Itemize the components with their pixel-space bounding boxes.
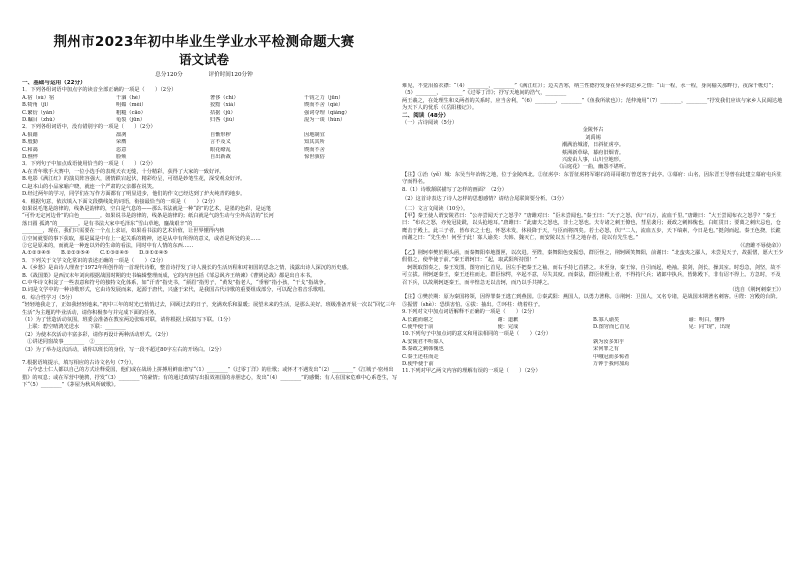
question-text: （《唐雎不辱使命》） — [737, 242, 784, 249]
option-row — [402, 354, 784, 361]
option-row — [402, 346, 784, 353]
question-text: ①讲述同窗故事________ ②________ — [22, 339, 116, 346]
option-cell: 万钟于我何加焉 — [593, 361, 630, 368]
question-text: ①空间就要的事下获取，那是属是中有上一起关系的精神，还是从中有所得的意义，或者是所处的美…… — [22, 235, 261, 242]
question-text: （2）这首诗表达了诗人怎样的思想感情？请结合尾联简要分析。（3分） — [402, 196, 567, 203]
question-text: 如果说毛笔是韵律的，线条是韵律的，空白是气息的——那么书法就是一种“韵”的艺术，是墨的色彩，是运笔 — [22, 205, 272, 212]
exam-subtitle: 语文试卷 — [178, 52, 229, 67]
question-text: （1）为了营造活动氛围，班委会准备在教室两边张贴对联，请你根据上联拟写下联。（1分） — [22, 317, 234, 323]
option-cell: 混为一谈（hùn） — [304, 117, 346, 124]
question-text: 轲既取图奏之，秦王发图，图穷而匕首见。因左手把秦王之袖，而右手持匕首揕之。未至身，秦王惊，自引而起，绝袖。拔剑，剑长，操其室。时恐急，剑坚，故不可立拔。荆轲逐秦王，秦王还柱而走。群臣惊愕，卒起不意，尽失其度。而秦法，群臣侍殿上者，不得持尺兵；诸郎中执兵，皆陈殿下，非有诏不得上。方急时，不及召下兵，以故荆轲逐秦王，而卒惶急无以击轲，而乃以手共搏之。 — [402, 264, 781, 286]
poem-line: 刘禹锡 — [585, 134, 601, 141]
question-text: 5．下列关于文学文化常识的表述正确的一项是（ ）（2分） — [22, 257, 167, 264]
question-text: D.经过两年的学习，同学们在写作方面都有了明显进步，他们的作文已经达到了炉火纯青的地步。 — [22, 191, 246, 198]
option-cell: B.寡人谕矣 — [593, 316, 620, 323]
exam-title: 荆州市2023年初中毕业生学业水平检测命题大赛 — [53, 34, 355, 50]
question-text: 难见，不觉泪盈衣襟：“（4）________，________”《满江红》）；边关苦寒，纳兰性德抒发身在异乡的思乡之情：“山一程，水一程，身向榆关那畔行，夜深千帐灯”；（5）________，________”《过零丁洋》；抒写天地间的浩气，________ — [402, 83, 777, 97]
question-text: C.赵本山的小品家喻户晓，就连一个严肃的父亲都在说笑。 — [22, 183, 158, 190]
option-cell: 谢：道歉 — [497, 316, 519, 323]
question-text: 4．根据句意，依次填入下面文段横线处的词语，衔接最恰当的一项是（ ）（2分） — [22, 198, 218, 205]
question-text: （一）古诗阅读（5分） — [402, 120, 458, 127]
option-cell: C.使毕使于前 — [402, 324, 434, 330]
option-cell: 干涸（hé） — [116, 94, 144, 101]
question-text: 11.下列对甲乙两文内容的理解有误的一项是（ ）（2分） — [402, 368, 541, 375]
option-row — [22, 110, 398, 117]
option-cell: 眼花缭乱 — [210, 146, 231, 153]
poem-line: 潮满治城渚，日斜征虏亭。 — [561, 142, 625, 149]
question-text: 8.（1）诗歌颔联描写了怎样的画面？（2分） — [402, 186, 507, 193]
option-row — [402, 339, 784, 346]
total-score: 总分120分 — [155, 72, 183, 78]
option-row — [22, 102, 398, 109]
question-text: （3）为了举办这次活动，请你以班长的身份，写一段不超过80字左右的开场白。（2分） — [22, 346, 225, 353]
option-cell: 脸颊 — [116, 154, 127, 161]
question-text: C.中华诗文积淀了一些表意和符号的独特文化体系，如“汗青”指史书，“须眉”指男子，“黄发”指老人，“垂髫”指小孩，“干戈”指战争。 — [22, 279, 329, 286]
exam-time: 评价时间120分钟 — [208, 72, 253, 78]
question-text: ②它是原来的，而就是一种连以外的生命的看法，同时中有人情的东西…… — [22, 242, 194, 249]
option-cell: A.安陵君不听寡人 — [402, 338, 444, 345]
option-row — [22, 147, 398, 154]
option-cell: 千钧之力（jūn） — [304, 94, 344, 101]
right-column — [402, 83, 784, 558]
option-row — [22, 132, 398, 139]
option-cell: 粗糙（cāo） — [116, 109, 146, 116]
question-text: “可怜无定河边骨”的白色________。如果说书是韵律的，线条是韵律的；纸白就是气韵生动与尘外高洁的“长河 — [22, 213, 274, 220]
question-text: “轻轻地我走了，正如我轻轻地来。”初中三年的时光已悄悄过去，回顾过去的日子，充满欢乐和温暖；展望未来的生活，是那么美好。班级准备开展一次以“回忆三年生活”为主题的毕业活动，请你积极参与并完成下面的任务。 — [22, 302, 396, 316]
option-cell: 恣意 — [116, 146, 127, 153]
option-cell: D.使毕使于前 — [402, 361, 434, 368]
option-cell: 知其其所 — [304, 139, 325, 146]
question-text: 1．下列各组词语中加点字的读音全部正确的一项是（ ）（2分） — [22, 87, 177, 94]
option-cell: 归咎（jiù） — [210, 117, 238, 124]
option-cell: 言不及义 — [210, 139, 231, 146]
left-column — [22, 80, 398, 558]
option-cell: 使：完成 — [497, 324, 519, 330]
question-text: 两王羲之，在处理生和义两者的关系时，应当舍利，“（6）________，________”《鱼我所欲也》）；范仲淹用“（7）________，________”抒发我们应该与家乡人民阔达地为天下人的忧乐（《岳阳楼记》）。 — [402, 97, 783, 112]
question-text: A.①②③④⑤ B.②①③⑤④ C.①③②④⑤ D.③①②④⑤ — [22, 250, 169, 257]
option-cell: 强词夺理（qiǎng） — [304, 109, 350, 116]
option-cell: 自惭形秽 — [210, 131, 231, 138]
question-text: 2．下列各组词语中，没有错别字的一项是（ ）（2分） — [22, 124, 156, 131]
option-cell: 孰为汝多知乎 — [593, 338, 625, 345]
option-cell: 锲而不舍 — [304, 146, 325, 153]
question-text: D.词是文学中的一种诗歌形式，它由诗发展而来，起源于唐代，兴盛于宋代，是我国古代诗歌的重要组成部分，可以配合着音乐歌唱。 — [22, 287, 329, 294]
option-cell: 自出新裁 — [210, 154, 231, 161]
question-text: （2）为使本次活动丰富多彩，请你再设计两种活动形式。（2分） — [22, 331, 172, 338]
question-text: 7.根据语境提示，填写相应的古诗文名句（7分）。 — [22, 360, 137, 367]
option-cell: 狡黠（xiá） — [210, 102, 239, 109]
question-text: 【注】①樊於期：原为秦国将领，因得罪秦王逃亡到燕国。②秦武阳：燕国人，以勇力著称。③荆轲：卫国人，又名专诸，是战国末期著名刺客。④陛：宫殿的台阶。⑤振慴（shè）：恐惧害怕。⑥拔：抽出。⑦环柱：绕着柱子。 — [402, 294, 781, 308]
option-row — [402, 317, 784, 324]
question-text: 上联：碧空晴鸿光送水 下联：________ — [22, 324, 126, 331]
poem-line: 《后庭花》一曲，幽怨不堪听。 — [556, 164, 630, 171]
question-text: 【注】①治（yě）城：东吴当年冶铸之地，位于金陵西北。②征虏亭：东晋征虏将军谢石的哥哥谢万曾送客于此亭。③幕府：山名，因东晋王导曾在此建立幕府屯兵驻守而得名。 — [402, 171, 782, 186]
option-cell: 惊世骇俗 — [304, 154, 325, 161]
question-text: 古今忠士仁人都以自己的方式诠释爱国，他们或在战场上拼搏用鲜血谱写“（1）________”《过零丁洋》的壮歌；或怀才不遇发出“（2）________”《江城子·密州出猎》的叹息；或在军营中驰骋，抒发“（3）________”的豪情；有的通过政绩写出报效祖国的赤胆忠心，发出“（4）________”的感慨；有人在国家危难中心系苍生，写下“（5）________”《茅屋为秋风所破歌》。 — [22, 367, 398, 389]
option-row — [22, 139, 398, 146]
question-text: 9.下列对文中加点词语解释不正确的一项是（ ）（2分） — [402, 309, 538, 316]
question-text: A.《乡愁》是由诗人理查于1972年所创作的一首现代诗歌，整首诗抒发了诗人漫长的生活历程和对祖国的思念之情，浅露出诗人深沉的历史感。 — [22, 265, 352, 272]
option-cell: D.瞩目（zhǔ） — [22, 117, 58, 124]
question-text: 10.下列句子中加点词的意义和用法相同的一项是（ ）（2分） — [402, 331, 552, 338]
option-cell: D.图穷而匕首见 — [593, 324, 630, 330]
option-cell: 因地制宜 — [304, 131, 325, 138]
section-heading: 二、阅读（48分） — [402, 112, 449, 119]
option-cell: A.长跪而谢之 — [402, 316, 434, 323]
option-cell: 宋何罪之有 — [593, 346, 619, 353]
question-text: 【乙】荆轲奉樊於期头函，而秦舞阳奉地图匣，以次进。至陛，秦舞阳色变振恐，群臣怪之，荆轲顾笑舞阳，前谢曰：“北蛮夷之鄙人，未尝见天子，故振慴，愿大王少假借之，使毕使于前。”秦王谓轲曰：“起，取武阳所持图！” — [402, 249, 784, 264]
option-cell: 拮据（jū） — [210, 109, 236, 116]
option-cell: D.憔悴 — [22, 154, 38, 161]
poem-line: 蔡洲新草绿，幕府旧烟青。 — [561, 149, 625, 156]
option-cell: C.秦王还柱而走 — [402, 353, 439, 360]
question-text: B.《战国策》是西汉末年刘向根据战国时期的史书编辑整理而成，它的内容包括《邹忌讽齐王纳谏》《曹刿论战》都是出自本书。 — [22, 272, 316, 279]
question-text: A.在青年歌手大赛中，一位小选手的表现天衣无缝，十分精彩，获得了大家的一致好评。 — [22, 168, 225, 175]
option-cell: 龟裂（jūn） — [116, 117, 146, 124]
option-cell: A.宿（sù）宿 — [22, 94, 55, 101]
option-cell: 见：同“现”，出现 — [688, 324, 731, 330]
question-text: （二）文言文阅读（10分）。 — [402, 205, 469, 212]
option-cell: B.殷勤 — [22, 139, 38, 146]
question-text: 【甲】秦王使人谓安陵君曰：“公亦尝闻天子之怒乎？”唐雎对曰：“臣未尝闻也。”秦王曰：“天子之怒，伏尸百万，流血千里。”唐雎曰：“大王尝闻布衣之怒乎？”秦王曰：“布衣之怒，亦免冠徒跣，以头抢地耳。”唐雎曰：“此庸夫之怒也，非士之怒也。夫专诸之刺王僚也，彗星袭月；聂政之刺韩傀也，白虹贯日；要离之刺庆忌也，仓鹰击于殿上。此三子者，皆布衣之士也，怀怒未发，休祲降于天，与臣而将四矣。若士必怒，伏尸二人，流血五步，天下缟素，今日是也。”挺剑而起。秦王色挠，长跪而谢之曰：“先生坐！何至于此！寡人谕矣：夫韩、魏灭亡，而安陵以五十里之地存者，徒以有先生也。” — [402, 212, 781, 242]
question-text: ________，现在，我们只需要在一个点上求证，如果看书法的艺术价值，让世界懂得内核 — [22, 228, 225, 235]
poem-line: 金陵怀古 — [582, 127, 604, 134]
option-cell: 谕：明白，懂得 — [688, 316, 725, 323]
option-cell: 凛冽 — [116, 131, 127, 138]
option-cell: A.狼藉 — [22, 131, 38, 138]
exam-meta — [14, 70, 394, 78]
question-text: 3．下列句子中加点成语使用恰当的一项是（ ）（2分） — [22, 161, 156, 168]
section-heading: 一、基础与运用（22分） — [22, 80, 86, 86]
question-text: （选自《荆轲刺秦王》） — [729, 286, 784, 293]
question-text: 落日圆 孤鸿”的________。是有书法大家中毛泽东“雪山草地，鏖战艰辛”的________。 — [22, 220, 219, 227]
question-text: B.电影《满江红》的演员阵容强大，剧情跌宕起伏，精彩纷呈，可谓是妙笔生花，深受观众好评。 — [22, 176, 246, 183]
option-cell: B.犄角（jī） — [22, 102, 52, 109]
option-cell: B.秦政之刺韩傀也 — [402, 346, 444, 353]
option-cell: C.和蔼 — [22, 146, 38, 153]
option-cell: 锲而不舍（qiè） — [304, 102, 344, 109]
option-cell: 明媚（mèi） — [116, 102, 147, 109]
question-text: 6．综合性学习（5分） — [22, 294, 76, 301]
option-cell: 荣膺 — [116, 139, 127, 146]
option-cell: 奢侈（chǐ） — [210, 94, 239, 101]
option-row — [22, 95, 398, 102]
poem-line: 兴废由人事，山川空地形。 — [561, 157, 625, 164]
option-cell: C.繁衍（yǎn） — [22, 109, 58, 116]
option-cell: 中峨冠而多髯者 — [593, 353, 630, 360]
